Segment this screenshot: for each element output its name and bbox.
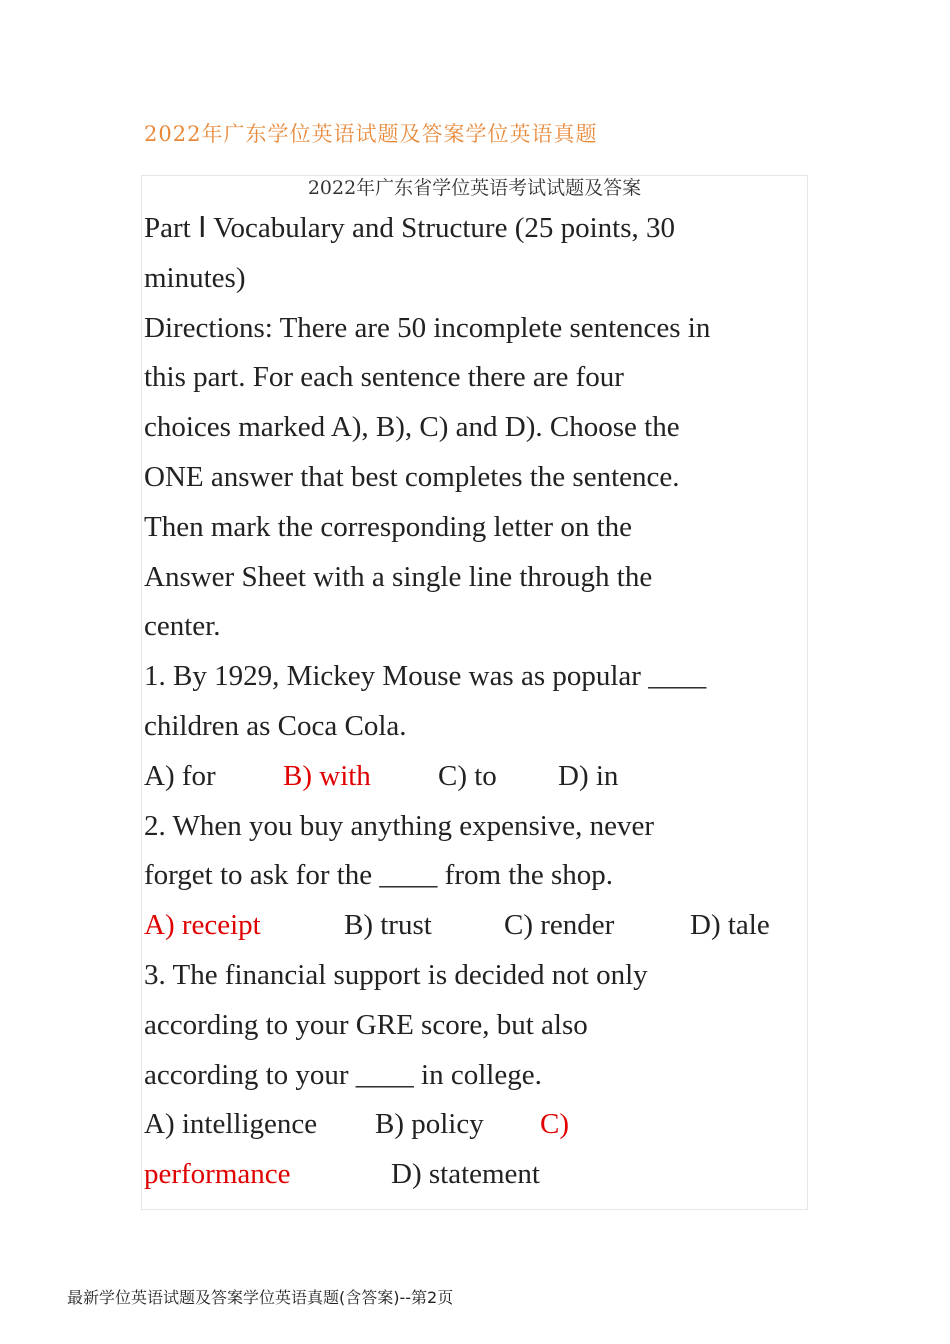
- q1-option-c: C) to: [438, 759, 497, 792]
- question-1-options: [144, 752, 804, 802]
- q1-option-b-answer: B) with: [283, 759, 371, 792]
- page-footer: 最新学位英语试题及答案学位英语真题(含答案)--第2页: [67, 1288, 454, 1307]
- directions-line: this part. For each sentence there are four: [144, 361, 624, 394]
- q2-option-a-answer: A) receipt: [144, 909, 261, 942]
- question-3-stem: according to your ____ in college.: [144, 1058, 542, 1091]
- q3-option-c-answer: C): [540, 1108, 569, 1141]
- part-heading-line-2: minutes): [144, 261, 246, 294]
- question-1-stem: children as Coca Cola.: [144, 709, 407, 742]
- directions-line: choices marked A), B), C) and D). Choose the: [144, 411, 680, 444]
- q3-option-c-answer-text: performance: [144, 1158, 291, 1191]
- question-3-options-cont: [144, 1150, 804, 1200]
- directions-line: center.: [144, 610, 221, 643]
- directions-line: Directions: There are 50 incomplete sentences in: [144, 311, 711, 344]
- q2-option-b: B) trust: [344, 909, 432, 942]
- question-3-stem: 3. The financial support is decided not only: [144, 958, 648, 991]
- document-title: 2022年广东学位英语试题及答案学位英语真题: [144, 122, 598, 146]
- question-3-options: [144, 1100, 804, 1150]
- question-2-stem: 2. When you buy anything expensive, never: [144, 809, 655, 842]
- q3-option-a: A) intelligence: [144, 1108, 318, 1141]
- q2-option-c: C) render: [504, 909, 615, 942]
- q1-option-d: D) in: [558, 759, 619, 792]
- question-2-options: [144, 901, 804, 951]
- question-1-stem: 1. By 1929, Mickey Mouse was as popular ____: [144, 660, 707, 693]
- q1-option-a: A) for: [144, 759, 216, 792]
- directions-line: Answer Sheet with a single line through the: [144, 560, 653, 593]
- part-heading-line-1: Part Ⅰ Vocabulary and Structure (25 points, 30: [144, 212, 676, 244]
- question-3-stem: according to your GRE score, but also: [144, 1008, 588, 1041]
- q2-option-d: D) tale: [690, 909, 770, 942]
- q3-option-b: B) policy: [375, 1108, 484, 1141]
- directions-line: ONE answer that best completes the sentence.: [144, 460, 680, 493]
- exam-subtitle: 2022年广东省学位英语考试试题及答案: [307, 177, 642, 199]
- exam-body: [144, 204, 804, 1200]
- directions-line: Then mark the corresponding letter on the: [144, 510, 633, 543]
- question-2-stem: forget to ask for the ____ from the shop.: [144, 859, 614, 892]
- q3-option-d: D) statement: [391, 1158, 540, 1191]
